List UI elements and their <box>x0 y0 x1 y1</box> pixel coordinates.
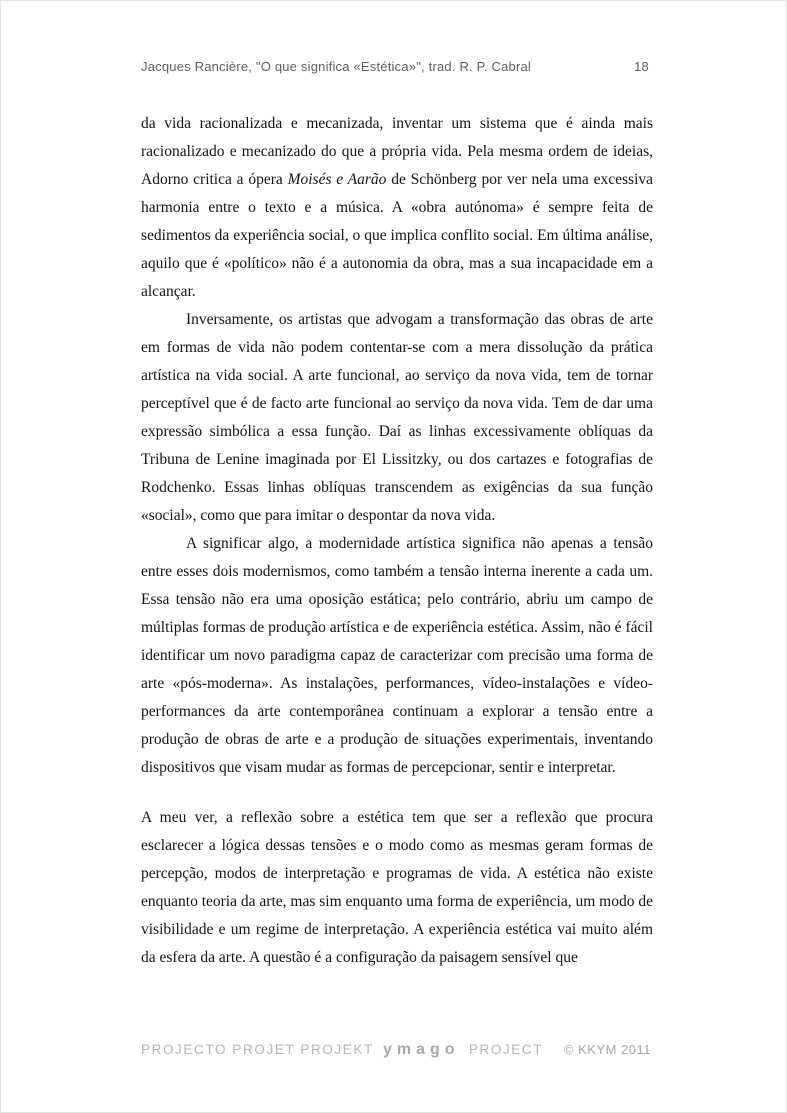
paragraph-2: Inversamente, os artistas que advogam a transformação das obras de arte em formas de vida não podem contentar-se com a mera dissolução da prática artística na vida social. A arte funcional, ao serviço da nova vida, tem de tornar perceptível que é de facto arte funcional ao serviço da nova vida. Tem de dar uma expressão simbólica a essa função. Daí as linhas excessivamente oblíquas da Tribuna de Lenine imaginada por El Lissitzky, ou dos cartazes e fotografias de Rodchenko. Essas linhas oblíquas transcendem as exigências da sua função «social», como que para imitar o despontar da nova vida. <box>141 311 653 524</box>
footer-project-line <box>141 1041 543 1059</box>
footer-copyright: © KKYM 2011 <box>563 1042 651 1057</box>
paragraph-4: A meu ver, a reflexão sobre a estética tem que ser a reflexão que procura esclarecer a lógica dessas tensões e o modo como as mesmas geram formas de percepção, modos de interpretação e programas de vida. A estética não existe enquanto teoria da arte, mas sim enquanto uma forma de experiência, um modo de visibilidade e um regime de interpretação. A experiência estética vai muito além da esfera da arte. A questão é a configuração da paisagem sensível que <box>141 809 653 966</box>
footer-project-word: PROJECT <box>468 1042 544 1057</box>
paragraph-3: A significar algo, a modernidade artística significa não apenas a tensão entre esses dois modernismos, como também a tensão interna inerente a cada um. Essa tensão não era uma oposição estática; pelo contrário, abriu um campo de múltiplas formas de produção artística e de experiência estética. Assim, não é fácil identificar um novo paradigma capaz de caracterizar com precisão uma forma de arte «pós-moderna». As instalações, performances, vídeo-instalações e vídeo-performances da arte contemporânea continuam a explorar a tensão entre a produção de obras de arte e a produção de situações experimentais, inventando dispositivos que visam mudar as formas de percepcionar, sentir e interpretar. <box>141 535 653 776</box>
paragraph-1-text-before-italic: da vida racionalizada e mecanizada, inventar um sistema que é ainda mais racionalizado e mecanizado do que a própria vida. Pela mesma ordem de ideias, Adorno critica a ópera <box>141 115 653 188</box>
page-footer <box>141 1041 651 1059</box>
opera-title-italic: Moisés e Aarão <box>287 171 387 188</box>
page-number: 18 <box>634 59 649 74</box>
page-header <box>141 59 649 74</box>
page-body <box>141 110 653 972</box>
ymago-logo: ymago <box>382 1041 460 1058</box>
paragraph-1-text-after-italic: de Schönberg por ver nela uma excessiva harmonia entre o texto e a música. A «obra autónoma» é sempre feita de sedimentos da experiência social, o que implica conflito social. Em última análise, aquilo que é «político» não é a autonomia da obra, mas a sua incapacidade em a alcançar. <box>141 171 653 300</box>
paragraph-1 <box>141 110 653 306</box>
footer-projecto-words: PROJECTO PROJET PROJEKT <box>141 1042 374 1057</box>
running-title: Jacques Rancière, "O que significa «Estética»", trad. R. P. Cabral <box>141 59 531 74</box>
